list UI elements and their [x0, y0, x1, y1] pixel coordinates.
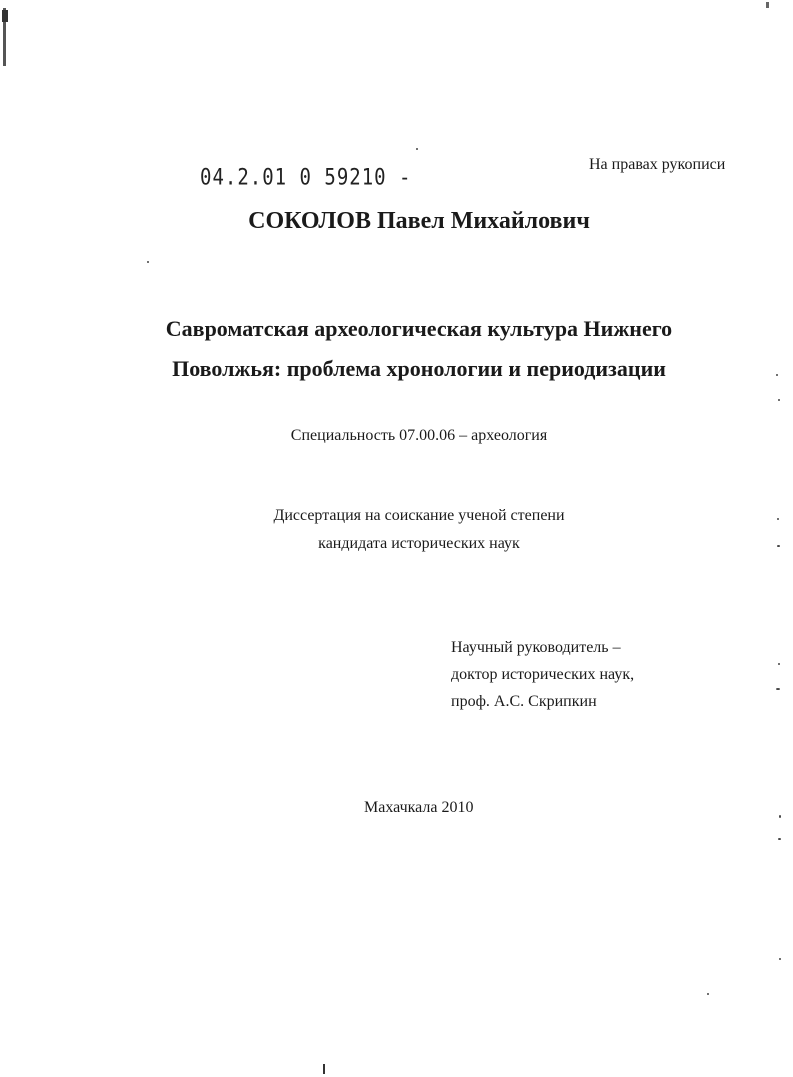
- degree-line-1: Диссертация на соискание ученой степени: [273, 507, 565, 524]
- scan-edge-mark-bottom: [323, 1064, 325, 1074]
- supervisor-role: Научный руководитель –: [451, 639, 621, 656]
- author-name: СОКОЛОВ Павел Михайлович: [248, 208, 590, 234]
- scan-speck: [776, 688, 780, 690]
- degree-line-2: кандидата исторических наук: [318, 535, 520, 552]
- scan-edge-mark-2: [2, 10, 8, 22]
- supervisor-name: проф. А.С. Скрипкин: [451, 693, 597, 710]
- dissertation-title-line-2: Поволжья: проблема хронологии и периодизации: [172, 356, 666, 381]
- scan-speck: [147, 261, 149, 263]
- specialty: Специальность 07.00.06 – археология: [290, 427, 548, 444]
- scan-speck: [778, 838, 781, 840]
- scan-speck: [779, 958, 781, 960]
- rights-note: На правах рукописи: [589, 156, 726, 173]
- scan-speck: [778, 663, 780, 665]
- scan-speck: [707, 993, 709, 995]
- registration-number: 04.2.01 0 59210 -: [200, 165, 412, 191]
- dissertation-title-line-1: Савроматская археологическая культура Нижнего: [165, 316, 673, 341]
- supervisor-degree: доктор исторических наук,: [451, 666, 635, 683]
- city-year: Махачкала 2010: [364, 799, 474, 816]
- scan-corner-mark: [766, 2, 769, 8]
- scan-speck: [779, 815, 781, 818]
- scan-speck: [778, 399, 780, 401]
- scan-speck: [416, 148, 418, 150]
